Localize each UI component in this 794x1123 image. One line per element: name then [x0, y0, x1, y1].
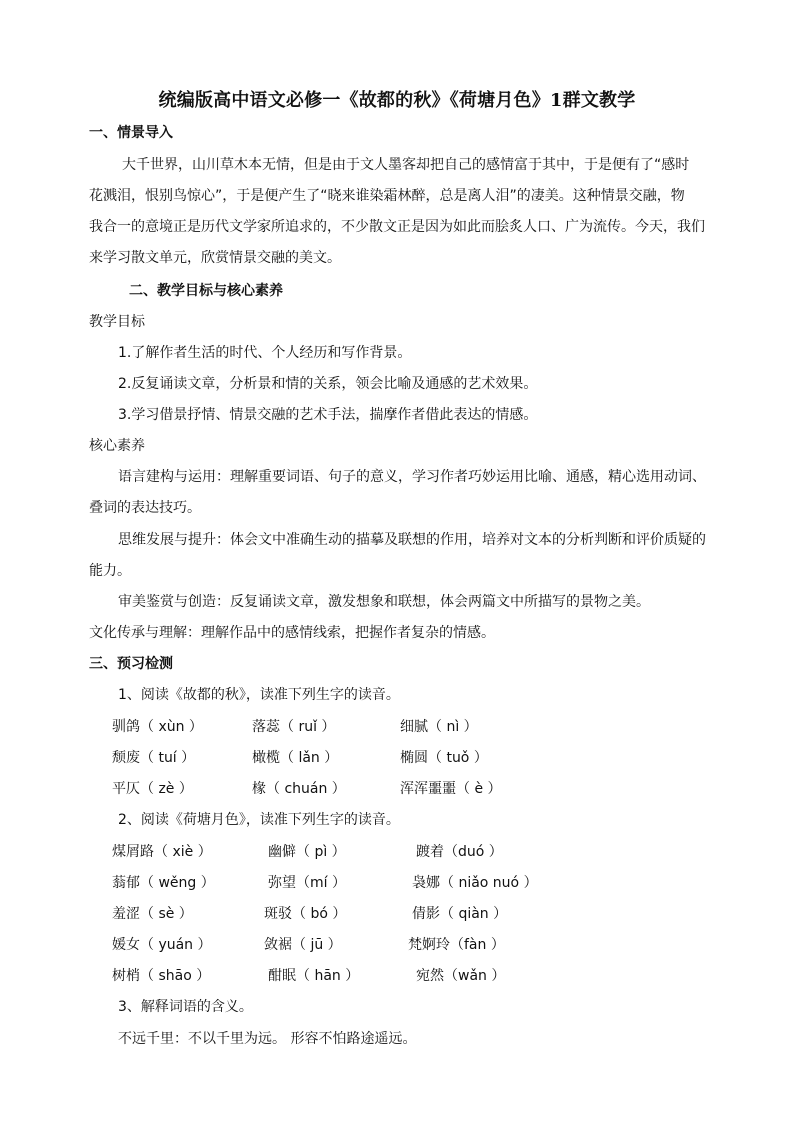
- pinyin-item: 袅娜（ niǎo nuó ）: [412, 875, 538, 891]
- pinyin-item: 梵婀玲（fàn ）: [408, 937, 505, 953]
- pinyin-item: 浑浑噩噩（ è ）: [400, 781, 502, 797]
- core-item: 文化传承与理解：理解作品中的感情线索，把握作者复杂的情感。: [89, 625, 495, 641]
- question-1: 1、阅读《故都的秋》，读准下列生字的读音。: [118, 687, 400, 703]
- core-item-cont: 能力。: [89, 563, 131, 579]
- goal-item: 3.学习借景抒情、情景交融的艺术手法，揣摩作者借此表达的情感。: [118, 407, 538, 423]
- pinyin-item: 驯鸽（ xùn ）: [112, 719, 203, 735]
- core-item: 思维发展与提升：体会文中准确生动的描摹及联想的作用，培养对文本的分析判断和评价质疑的: [118, 532, 706, 548]
- core-item: 语言建构与运用：理解重要词语、句子的意义，学习作者巧妙运用比喻、通感，精心选用动词、: [118, 469, 706, 485]
- paragraph-line: 我合一的意境正是历代文学家所追求的，不少散文正是因为如此而脍炙人口、广为流传。今天，我们: [89, 219, 705, 235]
- core-label: 核心素养: [89, 438, 145, 454]
- pinyin-item: 细腻（ nì ）: [400, 719, 478, 735]
- pinyin-item: 幽僻（ pì ）: [268, 844, 346, 860]
- pinyin-item: 敛裾（ jū ）: [264, 937, 342, 953]
- core-item-cont: 叠词的表达技巧。: [89, 500, 201, 516]
- document-title: 统编版高中语文必修一《故都的秋》《荷塘月色》1群文教学: [158, 90, 636, 111]
- pinyin-item: 倩影（ qiàn ）: [412, 906, 508, 922]
- question-2: 2、阅读《荷塘月色》，读准下列生字的读音。: [118, 812, 400, 828]
- section-heading-goals: 二、教学目标与核心素养: [129, 283, 283, 299]
- pinyin-item: 斑驳（ bó ）: [264, 906, 347, 922]
- goal-item: 2.反复诵读文章，分析景和情的关系，领会比喻及通感的艺术效果。: [118, 376, 538, 392]
- paragraph-line: 花溅泪，恨别鸟惊心”，于是便产生了“晓来谁染霜林醉，总是离人泪”的凄美。这种情景交融，物: [89, 188, 685, 204]
- section-heading-intro: 一、情景导入: [89, 125, 173, 141]
- pinyin-item: 宛然（wǎn ）: [416, 968, 506, 984]
- pinyin-item: 平仄（ zè ）: [112, 781, 193, 797]
- question-3: 3、解释词语的含义。: [118, 999, 253, 1015]
- pinyin-item: 踱着（duó ）: [416, 844, 503, 860]
- definition-item: 不远千里：不以千里为远。 形容不怕路途遥远。: [118, 1031, 417, 1047]
- pinyin-item: 落蕊（ ruǐ ）: [252, 719, 336, 735]
- goal-item: 1.了解作者生活的时代、个人经历和写作背景。: [118, 345, 412, 361]
- goals-label: 教学目标: [89, 314, 145, 330]
- pinyin-item: 煤屑路（ xiè ）: [112, 844, 212, 860]
- section-heading-preview: 三、预习检测: [89, 656, 173, 672]
- pinyin-item: 弥望（mí ）: [268, 875, 346, 891]
- pinyin-item: 颓废（ tuí ）: [112, 750, 196, 766]
- pinyin-item: 椭圆（ tuǒ ）: [400, 750, 488, 766]
- pinyin-item: 酣眠（ hān ）: [268, 968, 360, 984]
- paragraph-line: 大千世界，山川草木本无情，但是由于文人墨客却把自己的感情富于其中，于是便有了“感时: [122, 157, 690, 173]
- paragraph-line: 来学习散文单元，欣赏情景交融的美文。: [89, 250, 341, 266]
- pinyin-item: 羞涩（ sè ）: [112, 906, 193, 922]
- pinyin-item: 媛女（ yuán ）: [112, 937, 212, 953]
- pinyin-item: 橄榄（ lǎn ）: [252, 750, 339, 766]
- pinyin-item: 树梢（ shāo ）: [112, 968, 211, 984]
- pinyin-item: 蓊郁（ wěng ）: [112, 875, 215, 891]
- pinyin-item: 椽（ chuán ）: [252, 781, 346, 797]
- core-item: 审美鉴赏与创造：反复诵读文章，激发想象和联想，体会两篇文中所描写的景物之美。: [118, 594, 650, 610]
